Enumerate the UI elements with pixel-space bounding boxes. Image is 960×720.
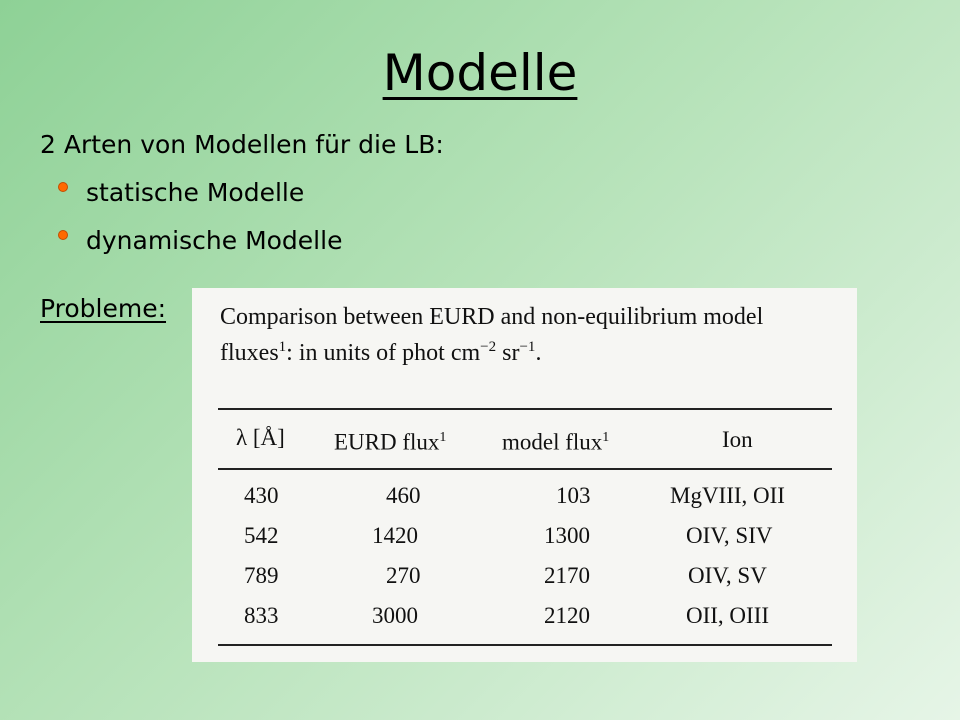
bullet-dot-icon — [58, 230, 68, 240]
cell-ion: OII, OIII — [686, 603, 770, 628]
cell-eurd: 270 — [386, 563, 421, 588]
scanned-table-image — [192, 288, 857, 662]
cell-model: 1300 — [544, 523, 590, 548]
cell-lambda: 542 — [244, 523, 279, 548]
cell-eurd: 460 — [386, 483, 421, 508]
cell-ion: OIV, SV — [688, 563, 767, 588]
bullet-list — [56, 176, 342, 272]
header-ion: Ion — [722, 427, 753, 452]
cell-model: 103 — [556, 483, 591, 508]
bullet-dot-icon — [58, 182, 68, 192]
table-bottom-rule — [218, 644, 832, 646]
bullet-label: statische Modelle — [86, 178, 305, 207]
problems-label: Probleme: — [40, 294, 167, 323]
bullet-item-static — [56, 176, 342, 224]
table-caption — [220, 302, 763, 368]
header-model-flux: model flux$^1$ — [502, 429, 610, 455]
header-rule — [218, 468, 832, 470]
header-lambda: λ [Å] — [236, 425, 285, 450]
cell-eurd: 3000 — [372, 603, 418, 628]
cell-model: 2120 — [544, 603, 590, 628]
caption-line-2: fluxes$^1$: in units of phot $cm^{-2}$ $sr^{-1}$. — [220, 339, 542, 366]
bullet-item-dynamic — [56, 224, 342, 272]
table-top-rule — [218, 408, 832, 410]
slide-title-text: Modelle — [382, 44, 578, 102]
cell-ion: MgVIII, OII — [670, 483, 785, 508]
cell-lambda: 430 — [244, 483, 279, 508]
cell-ion: OIV, SIV — [686, 523, 773, 548]
cell-lambda: 789 — [244, 563, 279, 588]
cell-lambda: 833 — [244, 603, 279, 628]
slide-title — [0, 38, 960, 108]
intro-text: 2 Arten von Modellen für die LB: — [40, 130, 444, 159]
bullet-label: dynamische Modelle — [86, 226, 343, 255]
cell-model: 2170 — [544, 563, 590, 588]
cell-eurd: 1420 — [372, 523, 418, 548]
caption-line-1: Comparison between EURD and non-equilibrium model — [220, 304, 764, 330]
header-eurd-flux: EURD flux$^1$ — [334, 429, 447, 455]
